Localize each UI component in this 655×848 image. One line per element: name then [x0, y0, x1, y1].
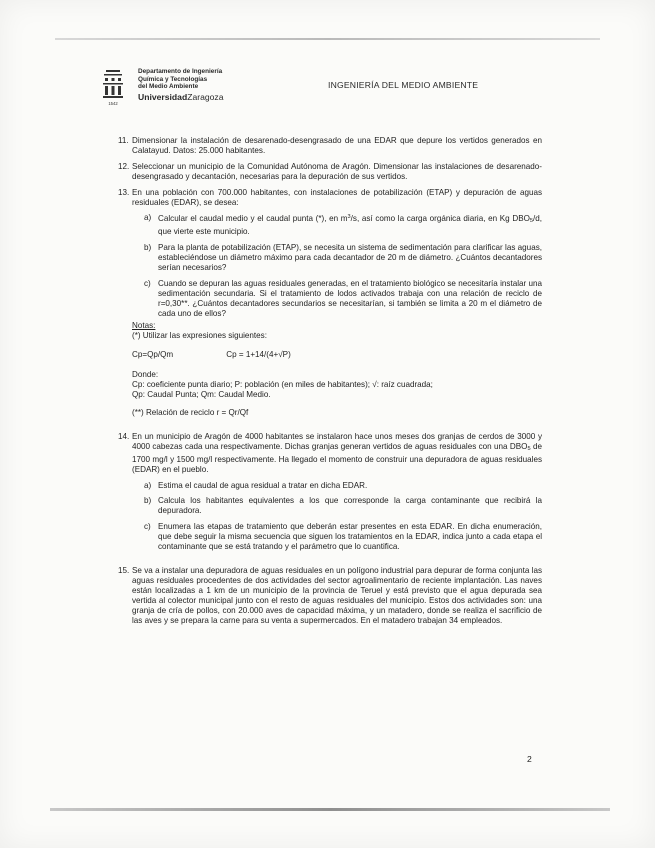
formula-cp-population: Cp = 1+14/(4+√P) — [226, 350, 291, 360]
exercise-number: 11. — [118, 136, 129, 145]
exercise-intro: En un municipio de Aragón de 4000 habitantes se instalaron hace unos meses dos granjas de cerdos de 3000 y 4000 cabezas cada una respectivamente. Dichas granjas generan vertidos de aguas residuales con una $DBO_5$ de 1700 mg/l y 1500 mg/l respectivamente. Ha llegado el momento de construir una depuradora de aguas residuales (EDAR) en el pueblo. — [132, 431, 542, 474]
exercise-number: 14. — [118, 431, 130, 441]
page-header — [98, 68, 568, 110]
note-1: (*) Utilizar las expresiones siguientes: — [132, 330, 267, 340]
page-number: 2 — [527, 754, 532, 764]
note-2: (**) Relación de reciclo r = Qr/Qf — [132, 408, 249, 418]
subitem-b: b) Calcula los habitantes equivalentes a los que corresponde la carga contaminante que recibirá la depuradora. — [144, 496, 542, 516]
subitem-c: c) Cuando se depuran las aguas residuales generadas, en el tratamiento biológico se necesitaría instalar una sedimentación secundaria. Si el tratamiento de lodos activados trabaja con una relación de reciclo de r=0,30**. ¿Cuántos decantadores secundarios se necesitarían, si también se limita a 20 m el diámetro de cada uno de ellos? — [144, 278, 542, 318]
university-name: UniversidadZaragoza — [138, 92, 224, 102]
exercise-text: Se va a instalar una depuradora de aguas residuales en un polígono industrial para depurar de forma conjunta las aguas residuales procedentes de dos actividades del sector agroalimentario de reciente implantación. Las naves están localizadas a 1 km de un municipio de la provincia de Teruel y está previsto que el agua depurada sea vertida al colector municipal junto con el resto de aguas residuales del municipio. Estos dos actividades son: una granja de cría de pollos, con 20.000 aves de capacidad máxima, y un matadero, donde se realiza el sacrificio de las aves y se prepara la carne para su venta a supermercados. En el matadero trabajan 34 empleados. — [132, 566, 542, 625]
exercise-number: 12. — [118, 161, 130, 171]
exercise-number: 15. — [118, 566, 130, 575]
formula-cp-ratio: Cp=Qp/Qm — [132, 350, 174, 360]
definition-2: Qp: Caudal Punta; Qm: Caudal Medio. — [132, 390, 271, 400]
subitem-a: a) Calcular el caudal medio y el caudal punta (*), en $m^3/s$, así como la carga orgánica diaria, en Kg $DBO_5/d$, que vierte este municipio. — [144, 213, 543, 237]
exercise-number: 13. — [118, 187, 130, 197]
donde-label: Donde: — [132, 370, 159, 380]
exercise-12 — [118, 162, 542, 182]
exercise-text: Dimensionar la instalación de desarenado-desengrasado de una EDAR que depure los vertidos generados en Calatayud. Datos: 25.000 habitantes. — [132, 136, 542, 155]
exercise-intro: En una población con 700.000 habitantes, con instalaciones de potabilización (ETAP) y depuración de aguas residuales (EDAR), se desea: — [132, 187, 542, 207]
exercise-11 — [118, 136, 542, 156]
course-title: INGENIERÍA DEL MEDIO AMBIENTE — [328, 80, 479, 90]
department-name: Departamento de Ingeniería Química y Tecnologías del Medio Ambiente — [138, 68, 223, 91]
university-crest-icon — [98, 68, 128, 108]
formula-row — [132, 350, 542, 360]
notes-block — [132, 321, 542, 418]
exercise-list — [118, 136, 542, 631]
notes-title: Notas: — [132, 320, 156, 330]
subitem-b: b) Para la planta de potabilización (ETAP), se necesita un sistema de sedimentación para clarificar las aguas, estableciéndose un diámetro máximo para cada decantador de 20 m de diámetro. ¿Cuántos decantadores serían necesarios? — [144, 243, 542, 273]
exercise-15 — [118, 566, 542, 625]
definition-1: Cp: coeficiente punta diario; P: población (en miles de habitantes); √: raíz cuadrada; — [132, 380, 433, 390]
logo-year: 1542 — [108, 101, 118, 106]
exercise-text: Seleccionar un municipio de la Comunidad Autónoma de Aragón. Dimensionar las instalaciones de desarenado-desengrasado y decantación, necesarias para la depuración de sus vertidos. — [132, 161, 542, 181]
exercise-13 — [118, 188, 542, 418]
bottom-page-edge — [50, 808, 610, 811]
subitem-c: c) Enumera las etapas de tratamiento que deberán estar presentes en esta EDAR. En dicha enumeración, que debe seguir la misma secuencia que siguen los tratamientos en la EDAR, indica junto a cada etapa el contaminante que se está tratando y el parámetro que lo cuantifica. — [144, 522, 542, 552]
subitem-a: a) Estima el caudal de agua residual a tratar en dicha EDAR. — [144, 480, 368, 490]
exercise-14 — [118, 432, 542, 552]
top-page-edge — [55, 38, 600, 40]
